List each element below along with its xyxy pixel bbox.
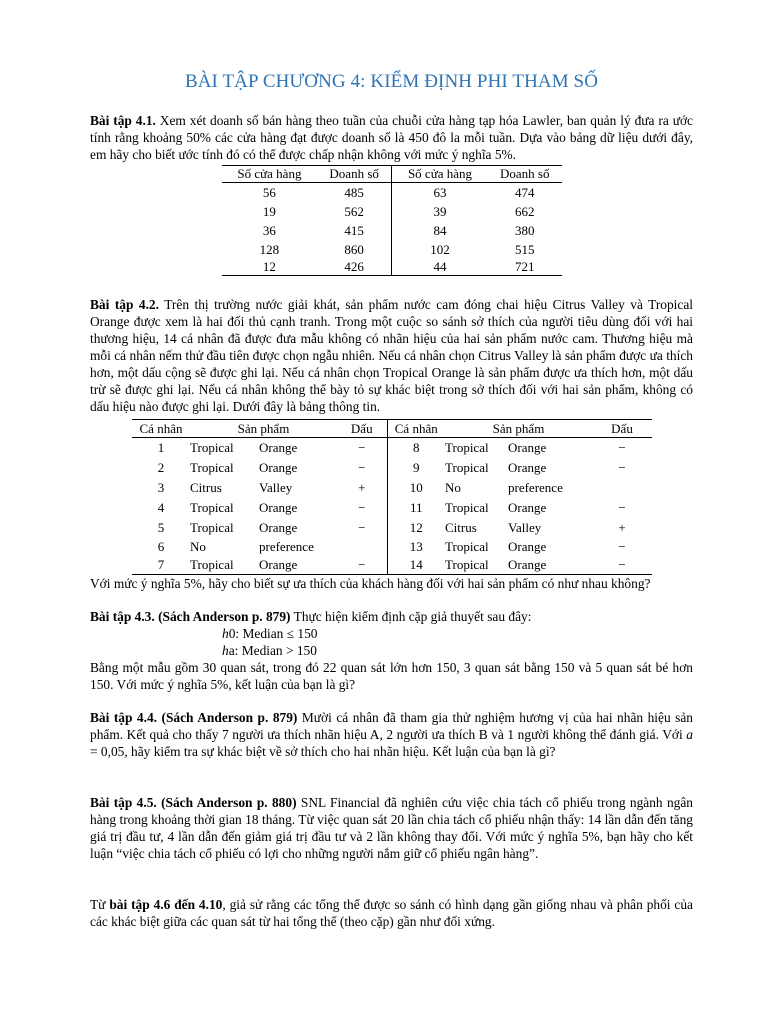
exercise-4-3-label: Bài tập 4.3. (Sách Anderson p. 879) <box>90 609 291 624</box>
table-cell: 5 <box>157 520 165 535</box>
exercise-4-4-body-2: = 0,05, hãy kiểm tra sự khác biệt về sở thích cho hai nhãn hiệu. Kết luận của bạn là gì? <box>90 744 556 759</box>
table-cell: Tropical <box>445 460 489 475</box>
table-cell: 12 <box>222 259 317 276</box>
table-cell: No <box>445 480 461 495</box>
table-cell <box>337 538 387 556</box>
table-cell: Orange <box>508 539 547 554</box>
col-store: Số cửa hàng <box>392 166 488 183</box>
table-cell: − <box>337 458 387 478</box>
table-cell: − <box>592 556 652 575</box>
table-cell: 12 <box>409 520 423 535</box>
table-cell: Orange <box>259 460 298 475</box>
table-cell: 56 <box>262 185 276 200</box>
table-cell: 4 <box>157 500 165 515</box>
table-row <box>132 556 652 575</box>
table-cell: Orange <box>508 440 547 455</box>
preference-table-header <box>132 420 652 438</box>
exercise-4-6-label: bài tập 4.6 đến 4.10 <box>109 897 223 912</box>
table-cell: 721 <box>488 259 562 276</box>
table-cell: 10 <box>409 480 423 495</box>
exercise-4-5-label: Bài tập 4.5. (Sách Anderson p. 880) <box>90 795 297 810</box>
col-product: Sản phẩm <box>190 420 337 438</box>
table-cell: Tropical <box>190 440 234 455</box>
sales-table-header <box>222 166 562 183</box>
alpha-symbol: a <box>686 727 693 742</box>
col-store: Số cửa hàng <box>222 166 317 183</box>
table-row <box>222 240 562 259</box>
table-cell: 3 <box>157 480 165 495</box>
table-cell: 415 <box>317 221 392 240</box>
table-cell: 19 <box>262 204 276 219</box>
document-title: BÀI TẬP CHƯƠNG 4: KIỂM ĐỊNH PHI THAM SỐ <box>184 71 599 92</box>
table-cell: No <box>190 539 206 554</box>
col-sign: Dấu <box>337 420 387 438</box>
exercise-4-1-label: Bài tập 4.1. <box>90 113 156 128</box>
exercise-4-4-body-1: Mười cá nhân đã tham gia thử nghiệm hương vị của hai nhãn hiệu sản phẩm. Kết quả cho thấy 7 người ưa thích nhãn hiệu A, 2 người ưa thích B và 1 người không thể đánh giá. Với <box>90 710 693 742</box>
table-cell: − <box>337 438 387 459</box>
table-cell: Orange <box>508 460 547 475</box>
col-individual: Cá nhân <box>132 420 190 438</box>
table-cell: 63 <box>433 185 447 200</box>
table-cell: Orange <box>259 556 337 575</box>
exercise-4-2-label: Bài tập 4.2. <box>90 297 159 312</box>
alt-hypothesis <box>90 642 693 659</box>
table-cell: preference <box>259 539 314 554</box>
col-sales: Doanh số <box>488 166 562 183</box>
sales-table <box>222 165 562 276</box>
table-cell: Citrus <box>445 520 477 535</box>
table-cell: Tropical <box>190 556 259 575</box>
table-row <box>222 202 562 221</box>
exercise-4-6-text <box>90 896 693 930</box>
alt-hypothesis-symbol: h <box>222 643 229 658</box>
table-cell: Orange <box>259 520 298 535</box>
null-hypothesis-symbol: h <box>222 626 229 641</box>
table-cell: Tropical <box>445 556 508 575</box>
table-cell: 2 <box>157 460 165 475</box>
col-product: Sản phẩm <box>445 420 592 438</box>
table-row <box>132 518 652 538</box>
table-row <box>222 183 562 203</box>
exercise-4-1-body: Xem xét doanh số bán hàng theo tuần của chuỗi cửa hàng tạp hóa Lawler, ban quản lý đưa ra ước tính rằng khoảng 50% các cửa hàng đạt được doanh số là 450 đô la mỗi tuần. Dựa vào bảng dữ liệu dưới đây, em hãy cho biết ước tính đó có thể được chấp nhận không với mức ý nghĩa 5%. <box>90 113 693 162</box>
table-row <box>222 221 562 240</box>
table-cell: Citrus <box>190 480 222 495</box>
table-cell: Tropical <box>190 460 234 475</box>
exercise-4-3-text <box>90 608 693 625</box>
table-cell: − <box>337 556 387 575</box>
exercise-4-2-question: Với mức ý nghĩa 5%, hãy cho biết sự ưa thích của khách hàng đối với hai sản phẩm có như nhau không? <box>90 576 651 591</box>
exercise-4-6-prefix: Từ <box>90 897 110 912</box>
table-cell: 662 <box>515 204 535 219</box>
table-cell: 860 <box>317 240 392 259</box>
table-cell: 39 <box>433 204 447 219</box>
table-cell: 485 <box>317 183 392 203</box>
table-cell: Tropical <box>445 539 489 554</box>
table-row <box>132 498 652 518</box>
table-row <box>132 538 652 556</box>
table-cell: 11 <box>409 500 423 515</box>
table-cell <box>592 478 652 498</box>
table-cell: 84 <box>433 223 447 238</box>
table-cell: Tropical <box>190 500 234 515</box>
null-hypothesis <box>90 625 693 642</box>
table-cell: Valley <box>508 520 542 535</box>
null-hypothesis-text: 0: Median ≤ 150 <box>228 626 318 641</box>
exercise-4-5-body: SNL Financial đã nghiên cứu việc chia tách cổ phiếu trong ngành ngân hàng trong khoảng thời gian 18 tháng. Từ việc quan sát 20 lần chia tách cổ phiếu nhận thấy: 14 lần dẫn đến tăng giá trị đầu tư, 4 lần dẫn đến giảm giá trị đầu tư và 2 lần không thay đổi. Với mức ý nghĩa 5%, bạn hãy cho kết luận “việc chia tách cổ phiếu có lợi cho những người nắm giữ cổ phiếu ngân hàng”. <box>90 795 693 861</box>
table-row <box>132 478 652 498</box>
table-cell: 13 <box>409 539 423 554</box>
table-cell: 562 <box>317 202 392 221</box>
table-cell: 14 <box>387 556 445 575</box>
table-cell: 9 <box>413 460 420 475</box>
table-cell: 474 <box>515 185 535 200</box>
table-cell: 128 <box>259 242 280 257</box>
alt-hypothesis-text: a: Median > 150 <box>228 643 317 658</box>
preference-table <box>132 419 652 575</box>
table-cell: 7 <box>132 556 190 575</box>
table-cell: Orange <box>508 500 547 515</box>
table-cell: + <box>337 478 387 498</box>
table-cell: − <box>337 518 387 538</box>
table-cell: − <box>618 500 626 515</box>
exercise-4-1-text <box>90 112 693 163</box>
table-cell: 426 <box>317 259 392 276</box>
table-cell: − <box>618 539 626 554</box>
exercise-4-4-label: Bài tập 4.4. (Sách Anderson p. 879) <box>90 710 298 725</box>
table-cell: 6 <box>157 539 165 554</box>
exercise-4-2-text <box>90 296 693 415</box>
table-row <box>132 438 652 459</box>
table-cell: 102 <box>430 242 450 257</box>
table-cell: Tropical <box>190 520 234 535</box>
table-row <box>222 259 562 276</box>
table-cell: Tropical <box>445 440 489 455</box>
table-cell: + <box>618 520 626 535</box>
exercise-4-6-body: , giả sử rằng các tổng thể được so sánh có hình dạng gần giống nhau và phân phối của các khác biệt giữa các quan sát từ hai tổng thể (theo cặp) gần như đối xứng. <box>90 897 693 929</box>
table-cell: − <box>618 460 626 475</box>
col-sign: Dấu <box>592 420 652 438</box>
table-cell: preference <box>508 480 563 495</box>
col-individual: Cá nhân <box>387 420 445 438</box>
table-cell: 36 <box>262 223 276 238</box>
table-cell: − <box>337 498 387 518</box>
col-sales: Doanh số <box>317 166 392 183</box>
table-cell: Orange <box>259 500 298 515</box>
table-cell: Valley <box>259 480 293 495</box>
table-cell: − <box>618 440 626 455</box>
table-cell: 515 <box>515 242 535 257</box>
table-cell: 380 <box>515 223 535 238</box>
table-cell: 44 <box>392 259 488 276</box>
table-row <box>132 458 652 478</box>
exercise-4-3-intro: Thực hiện kiểm định cặp giả thuyết sau đây: <box>290 609 532 624</box>
exercise-4-3-body: Bằng một mẫu gồm 30 quan sát, trong đó 22 quan sát lớn hơn 150, 3 quan sát bằng 150 và 5 quan sát bé hơn 150. Với mức ý nghĩa 5%, kết luận của bạn là gì? <box>90 660 693 692</box>
table-cell: 1 <box>157 440 165 455</box>
table-cell: Orange <box>259 440 298 455</box>
exercise-4-4-text <box>90 709 693 760</box>
document-page <box>90 70 693 930</box>
table-cell: 8 <box>413 440 420 455</box>
exercise-4-5-text <box>90 794 693 862</box>
exercise-4-2-body: Trên thị trường nước giải khát, sản phẩm nước cam đóng chai hiệu Citrus Valley và Tropical Orange được xem là hai đối thủ cạnh tranh. Trong một cuộc so sánh sở thích của người tiêu dùng đối với hai thương hiệu, 14 cá nhân đã được đưa mẫu không có nhãn hiệu của hai sản phẩm nước cam. Thương hiệu mà mỗi cá nhân nếm thử đầu tiên được chọn ngẫu nhiên. Nếu cá nhân chọn Citrus Valley là sản phẩm được ưa thích hơn, một dấu cộng sẽ được ghi lại. Nếu cá nhân chọn Tropical Orange là sản phẩm được ưa thích hơn, một dấu trừ sẽ được ghi lại. Nếu cá nhân không thể bày tỏ sự khác biệt trong sở thích đối với hai sản phẩm, không có dấu hiệu nào được ghi lại. Dưới đây là bảng thông tin. <box>90 297 694 414</box>
table-cell: Orange <box>508 556 592 575</box>
table-cell: Tropical <box>445 500 489 515</box>
